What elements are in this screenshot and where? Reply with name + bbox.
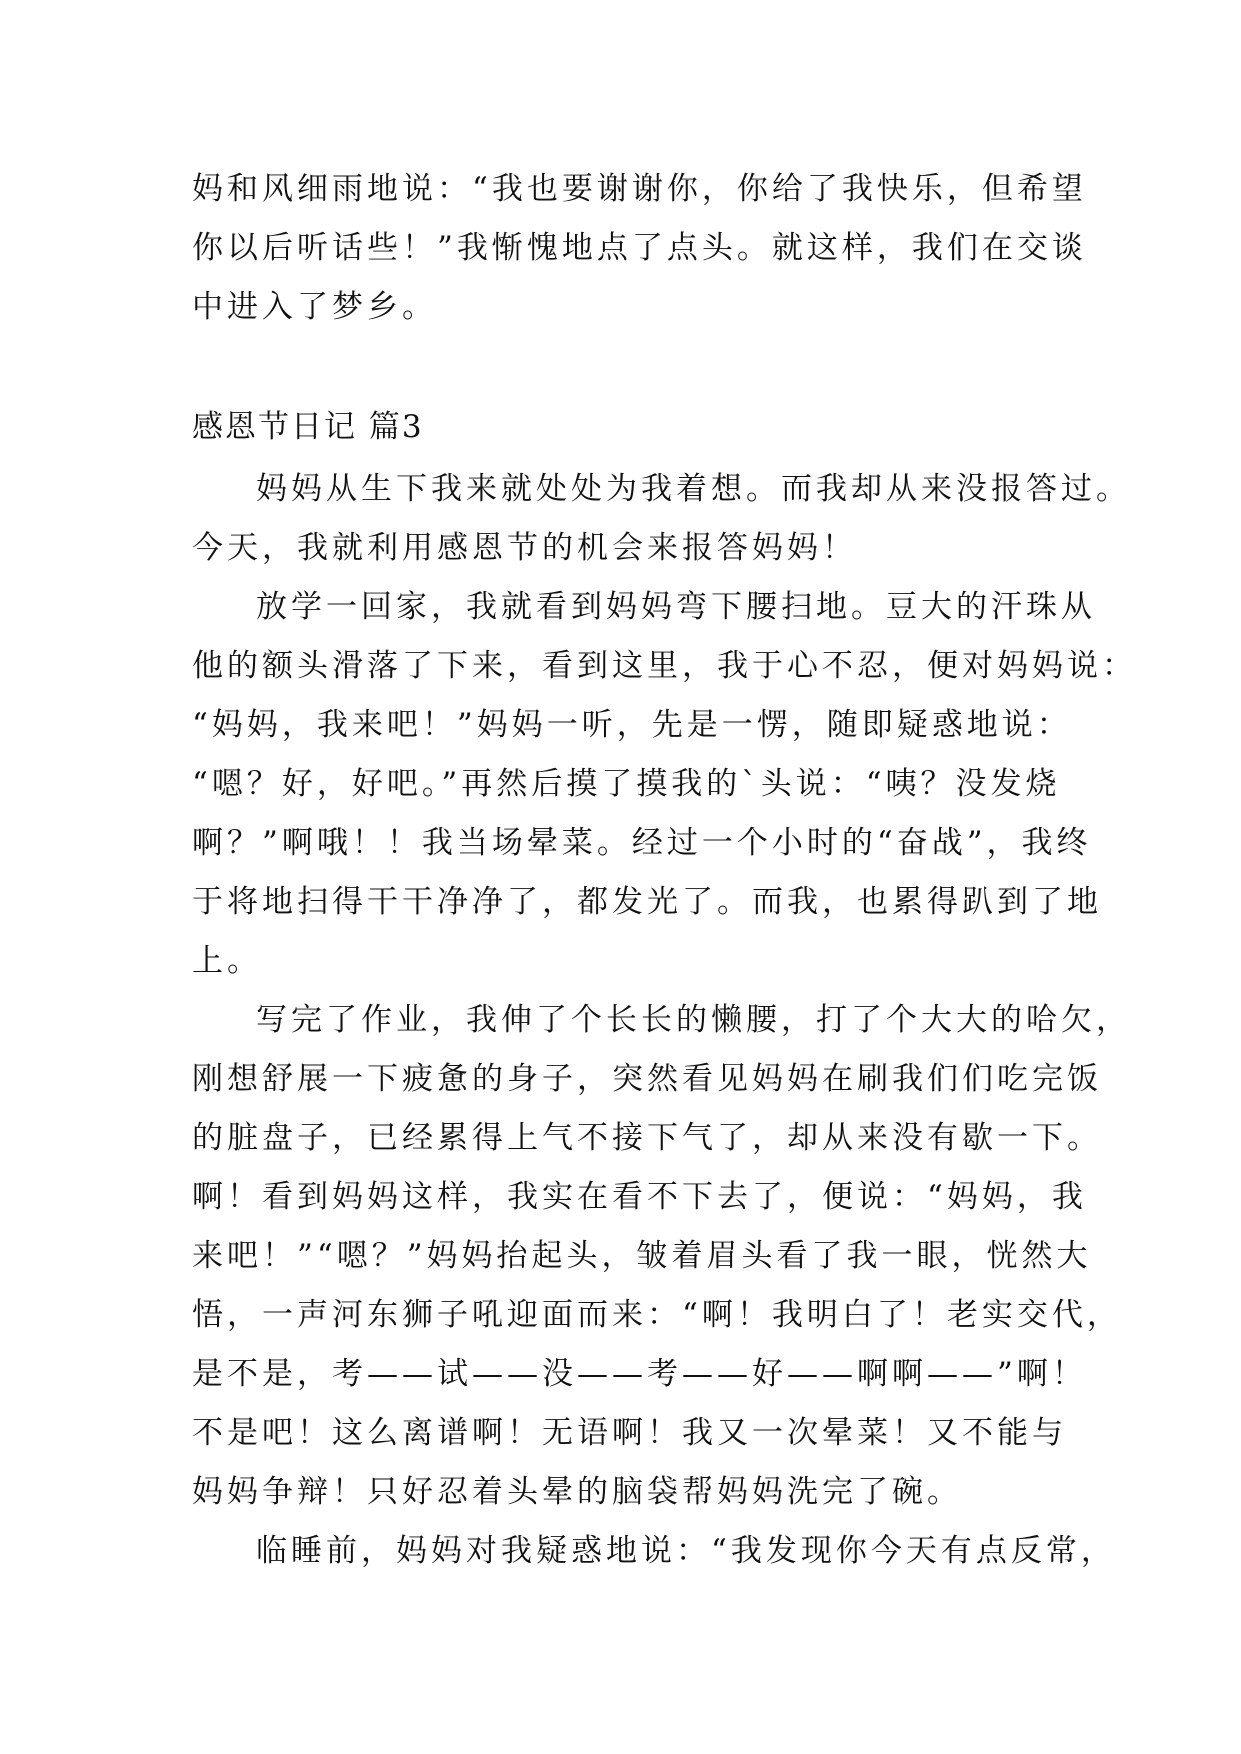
text-line: 上。 (192, 943, 262, 979)
text-line: 你以后听话些！”我惭愧地点了点头。就这样，我们在交谈 (192, 230, 1087, 266)
text-line: 临睡前，妈妈对我疑惑地说：“我发现你今天有点反常， (256, 1533, 1116, 1569)
text-line: 啊！看到妈妈这样，我实在看不下去了，便说：“妈妈，我 (192, 1179, 1087, 1215)
text-line: 放学一回家，我就看到妈妈弯下腰扫地。豆大的汗珠从 (256, 589, 1096, 625)
text-line: 啊？”啊哦！！我当场晕菜。经过一个小时的“奋战”，我终 (192, 825, 1092, 861)
text-line: 中进入了梦乡。 (192, 289, 437, 325)
text-line: “妈妈，我来吧！”妈妈一听，先是一愣，随即疑惑地说： (192, 707, 1072, 743)
text-line: 来吧！”“嗯？”妈妈抬起头，皱着眉头看了我一眼，恍然大 (192, 1238, 1092, 1274)
text-line: 的脏盘子，已经累得上气不接下气了，却从来没有歇一下。 (192, 1120, 1102, 1156)
text-line: 他的额头滑落了下来，看到这里，我于心不忍，便对妈妈说： (192, 648, 1137, 684)
text-line: “嗯？好，好吧。”再然后摸了摸我的`头说：“咦？没发烧 (192, 766, 1061, 802)
text-line: 是不是，考——试——没——考——好——啊啊——”啊！ (192, 1356, 1087, 1392)
text-line: 于将地扫得干干净净了，都发光了。而我，也累得趴到了地 (192, 884, 1102, 920)
text-line: 今天，我就利用感恩节的机会来报答妈妈！ (192, 530, 857, 566)
intro-paragraph (192, 160, 1087, 337)
text-line: 悟，一声河东狮子吼迎面而来：“啊！我明白了！老实交代， (192, 1297, 1122, 1333)
text-line: 妈妈争辩！只好忍着头晕的脑袋帮妈妈洗完了碗。 (192, 1474, 962, 1510)
text-line: 刚想舒展一下疲惫的身子，突然看见妈妈在刷我们们吃完饭 (192, 1061, 1102, 1097)
text-line: 妈妈从生下我来就处处为我着想。而我却从来没报答过。 (256, 471, 1131, 507)
text-line: 不是吧！这么离谱啊！无语啊！我又一次晕菜！又不能与 (192, 1415, 1067, 1451)
text-line: 妈和风细雨地说：“我也要谢谢你，你给了我快乐，但希望 (192, 171, 1087, 207)
section-title: 感恩节日记 篇3 (192, 409, 424, 445)
diary-body (192, 460, 1137, 1581)
text-line: 写完了作业，我伸了个长长的懒腰，打了个大大的哈欠， (256, 1002, 1131, 1038)
